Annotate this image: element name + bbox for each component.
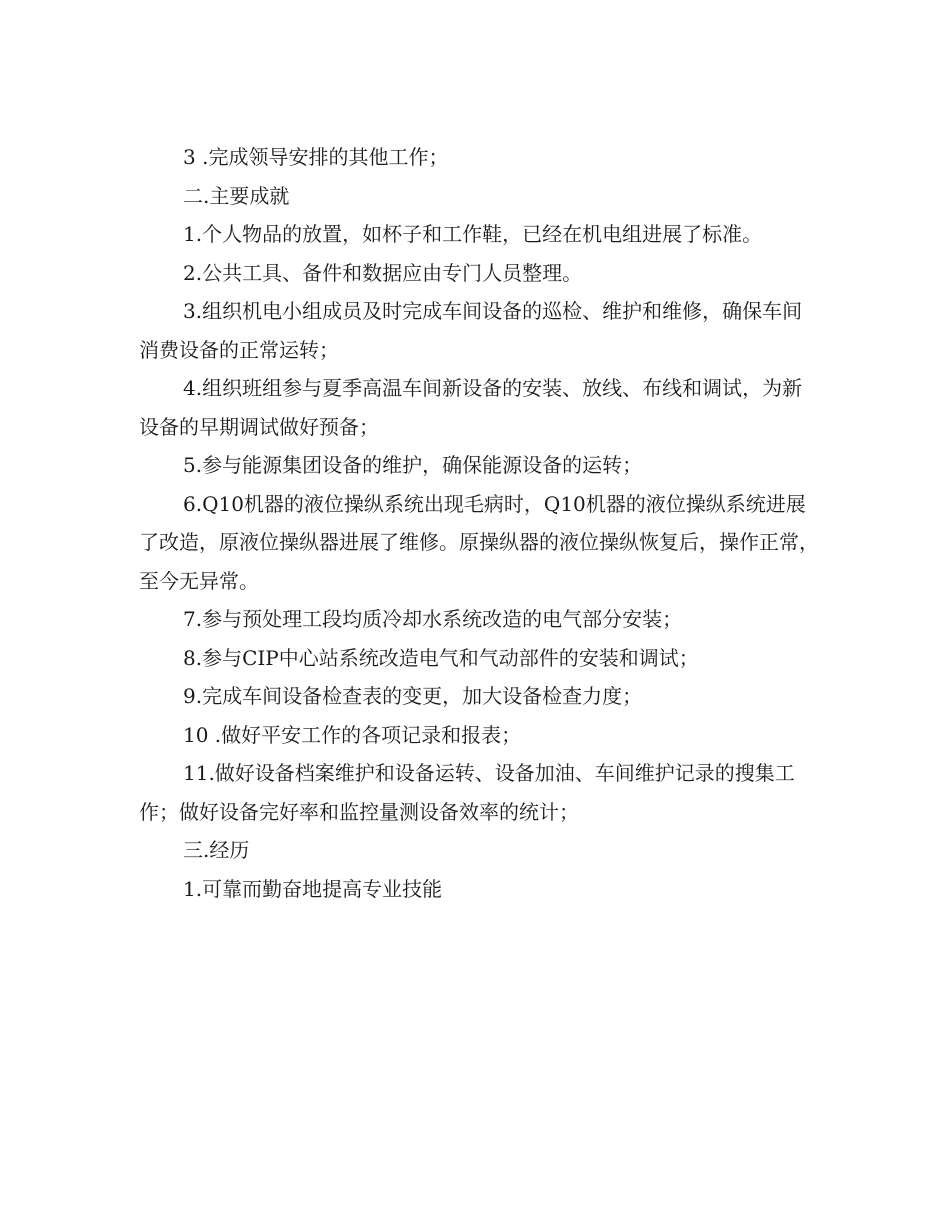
list-item-7: 7.参与预处理工段均质冷却水系统改造的电气部分安装；: [183, 607, 683, 631]
section-heading-achievements: 二.主要成就: [183, 183, 290, 208]
list-item-10: 10 .做好平安工作的各项记录和报表；: [183, 722, 522, 747]
list-item-3-other-work: 3 .完成领导安排的其他工作；: [183, 145, 449, 169]
list-item-5: 5.参与能源集团设备的维护，确保能源设备的运转；: [183, 453, 643, 477]
list-item-4: 4.组织班组参与夏季高温车间新设备的安装、放线、布线和调试，为新设备的早期调试做好预备；: [139, 376, 803, 439]
list-item-experience-1: 1.可靠而勤奋地提高专业技能: [183, 876, 443, 901]
list-item-2: 2.公共工具、备件和数据应由专门人员整理。: [183, 260, 583, 285]
list-item-8: 8.参与CIP中心站系统改造电气和气动部件的安装和调试；: [183, 645, 699, 670]
list-item-3: 3.组织机电小组成员及时完成车间设备的巡检、维护和维修，确保车间消费设备的正常运转；: [139, 299, 803, 362]
list-item-1: 1.个人物品的放置，如杯子和工作鞋，已经在机电组进展了标准。: [183, 222, 763, 246]
list-item-9: 9.完成车间设备检查表的变更，加大设备检查力度；: [183, 684, 643, 708]
section-heading-experience: 三.经历: [183, 838, 250, 862]
list-item-11: 11.做好设备档案维护和设备运转、设备加油、车间维护记录的搜集工作；做好设备完好率和监控量测设备效率的统计；: [139, 761, 795, 824]
document-body: [139, 138, 819, 908]
list-item-6: 6.Q10机器的液位操纵系统出现毛病时，Q10机器的液位操纵系统进展了改造，原液位操纵器进展了维修。原操纵器的液位操纵恢复后，操作正常，至今无异常。: [139, 491, 819, 593]
